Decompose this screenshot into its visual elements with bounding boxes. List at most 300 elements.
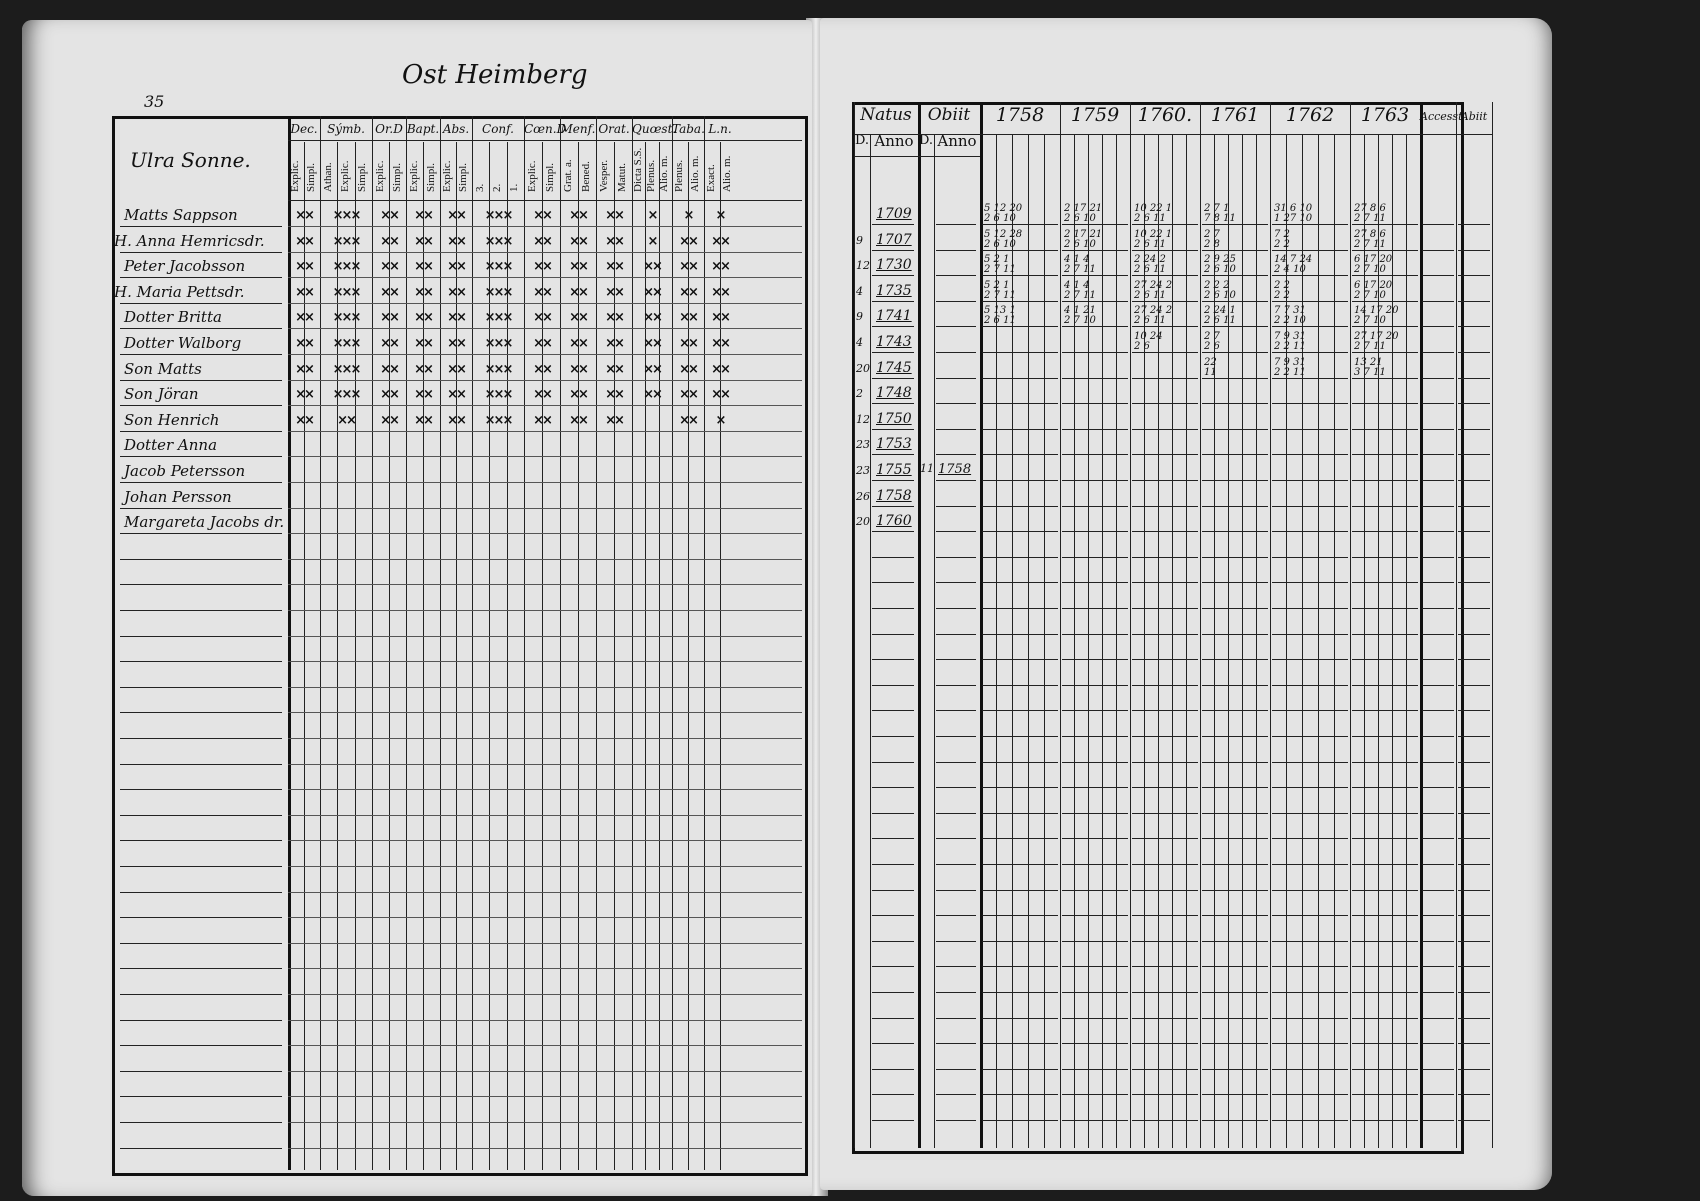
row-rule-line bbox=[1062, 224, 1128, 225]
row-rule-line bbox=[1352, 966, 1418, 967]
row-rule-line bbox=[1458, 992, 1490, 993]
row-rule-line bbox=[1062, 1120, 1128, 1121]
obiit-d-header: D. bbox=[918, 133, 934, 148]
row-rule-line bbox=[288, 661, 802, 662]
row-rule-line bbox=[1132, 864, 1198, 865]
row-rule-line bbox=[1458, 634, 1490, 635]
row-rule-line bbox=[1352, 403, 1418, 404]
column-header-1: Sýmb. bbox=[327, 122, 365, 136]
row-rule-line bbox=[288, 994, 802, 995]
row-rule-line bbox=[872, 352, 914, 353]
exam-date-entry: 2 7 2 6 bbox=[1204, 331, 1220, 352]
row-rule-line bbox=[1202, 1043, 1268, 1044]
exam-date-entry: 31 6 10 1 27 10 bbox=[1274, 203, 1313, 224]
column-subheader: Explic. bbox=[289, 160, 301, 192]
row-rule-line bbox=[1272, 301, 1348, 302]
row-rule-line bbox=[1352, 1018, 1418, 1019]
column-subheader: Explic. bbox=[373, 160, 386, 192]
row-rule-line bbox=[936, 992, 976, 993]
row-rule-line bbox=[982, 454, 1058, 455]
row-rule-line bbox=[1352, 506, 1418, 507]
row-rule-line bbox=[1352, 634, 1418, 635]
catechism-mark: ×× bbox=[569, 233, 587, 249]
row-rule-line bbox=[1202, 531, 1268, 532]
row-rule-line bbox=[288, 1148, 802, 1149]
catechism-mark: ×× bbox=[605, 387, 623, 403]
catechism-mark: × bbox=[715, 208, 725, 223]
row-rule-line bbox=[1422, 326, 1454, 327]
row-rule-line bbox=[1132, 992, 1198, 993]
row-rule-line bbox=[1422, 557, 1454, 558]
column-subheader: 3. bbox=[473, 183, 486, 192]
row-rule-line bbox=[982, 224, 1058, 225]
row-rule-line bbox=[1422, 301, 1454, 302]
row-rule-line bbox=[1422, 1069, 1454, 1070]
row-rule-line bbox=[1062, 531, 1128, 532]
catechism-mark: ×× bbox=[295, 284, 313, 300]
row-rule-line bbox=[872, 301, 914, 302]
row-rule-line bbox=[1132, 429, 1198, 430]
row-rule-line bbox=[1352, 557, 1418, 558]
column-subheader: 1. bbox=[508, 183, 521, 192]
row-rule-line bbox=[1458, 864, 1490, 865]
catechism-mark: ×× bbox=[643, 310, 661, 326]
exam-date-entry: 7 9 31 2 2 11 bbox=[1274, 356, 1306, 378]
row-rule-line bbox=[872, 480, 914, 481]
row-rule-line bbox=[982, 582, 1058, 583]
obiit-anno-header: Anno bbox=[937, 132, 977, 150]
catechism-mark: ×× bbox=[605, 284, 623, 300]
row-rule-line bbox=[1062, 275, 1128, 276]
row-rule-line bbox=[936, 352, 976, 353]
row-rule-line bbox=[1422, 966, 1454, 967]
row-rule-line bbox=[872, 582, 914, 583]
row-rule-line bbox=[1352, 352, 1418, 353]
catechism-mark: ××× bbox=[484, 336, 512, 351]
catechism-mark: ×× bbox=[569, 284, 587, 300]
row-rule-line bbox=[1272, 1018, 1348, 1019]
catechism-mark: ×× bbox=[643, 361, 661, 377]
catechism-mark: ×× bbox=[295, 310, 313, 326]
row-rule-line bbox=[982, 250, 1058, 251]
row-rule-line bbox=[1458, 403, 1490, 404]
row-rule-line bbox=[1422, 890, 1454, 891]
column-divider bbox=[1130, 102, 1131, 1148]
accessit-header: Accesst bbox=[1420, 110, 1463, 123]
catechism-mark: ×× bbox=[447, 361, 465, 377]
column-subheader: Plenus. bbox=[673, 159, 685, 192]
resident-name: Peter Jacobsson bbox=[124, 257, 246, 276]
column-subheader: Explic. bbox=[441, 160, 453, 192]
name-column-header: Ulra Sonne. bbox=[130, 148, 251, 172]
exam-date-entry: 4 1 4 2 7 11 bbox=[1064, 279, 1096, 301]
catechism-mark: ×× bbox=[605, 336, 623, 351]
row-rule-line bbox=[1272, 762, 1348, 763]
row-rule-line bbox=[872, 1043, 914, 1044]
natus-d-header: D. bbox=[854, 133, 870, 148]
name-rule-line bbox=[120, 866, 282, 867]
row-rule-line bbox=[936, 1094, 976, 1095]
catechism-mark: ×× bbox=[447, 208, 465, 223]
natus-day: 4 bbox=[856, 284, 863, 298]
column-subheader: Grat. a. bbox=[562, 159, 574, 192]
row-rule-line bbox=[1132, 710, 1198, 711]
row-rule-line bbox=[982, 762, 1058, 763]
name-rule-line bbox=[120, 1020, 282, 1021]
name-rule-line bbox=[120, 738, 282, 739]
catechism-mark: ×× bbox=[711, 259, 729, 275]
row-rule-line bbox=[1458, 762, 1490, 763]
name-rule-line bbox=[120, 687, 282, 688]
catechism-mark: ×× bbox=[414, 208, 432, 223]
natus-day: 4 bbox=[856, 336, 863, 349]
year-1763-header: 1763 bbox=[1360, 104, 1410, 126]
row-rule-line bbox=[1458, 966, 1490, 967]
row-rule-line bbox=[1272, 864, 1348, 865]
row-rule-line bbox=[1352, 582, 1418, 583]
row-rule-line bbox=[1422, 582, 1454, 583]
catechism-mark: ×× bbox=[295, 259, 313, 275]
row-rule-line bbox=[1352, 378, 1418, 379]
row-rule-line bbox=[872, 736, 914, 737]
catechism-mark: ××× bbox=[484, 259, 512, 275]
row-rule-line bbox=[1352, 736, 1418, 737]
row-rule-line bbox=[1202, 710, 1268, 711]
left-page bbox=[22, 20, 812, 1196]
row-rule-line bbox=[872, 608, 914, 609]
exam-date-entry: 5 12 20 2 6 10 bbox=[984, 203, 1023, 224]
row-rule-line bbox=[1272, 454, 1348, 455]
row-rule-line bbox=[936, 608, 976, 609]
column-subheader: Matut. bbox=[616, 162, 628, 192]
row-rule-line bbox=[982, 608, 1058, 609]
column-header-3: Bapt. bbox=[406, 122, 440, 136]
row-rule-line bbox=[288, 1020, 802, 1021]
row-rule-line bbox=[1132, 941, 1198, 942]
row-rule-line bbox=[1272, 813, 1348, 814]
exam-date-entry: 2 9 25 2 6 10 bbox=[1204, 254, 1236, 276]
row-rule-line bbox=[1132, 352, 1198, 353]
row-rule-line bbox=[936, 326, 976, 327]
natus-year: 1745 bbox=[876, 359, 912, 376]
exam-date-entry: 6 17 20 2 7 10 bbox=[1354, 279, 1393, 301]
catechism-mark: ×× bbox=[533, 412, 551, 428]
obiit-header: Obiit bbox=[927, 105, 971, 125]
row-rule-line bbox=[1458, 506, 1490, 507]
row-rule-line bbox=[1202, 557, 1268, 558]
row-rule-line bbox=[1202, 506, 1268, 507]
row-rule-line bbox=[1132, 890, 1198, 891]
exam-date-entry: 5 12 28 2 6 10 bbox=[984, 228, 1023, 250]
row-rule-line bbox=[1352, 531, 1418, 532]
row-rule-line bbox=[1062, 557, 1128, 558]
catechism-mark: ×× bbox=[414, 233, 432, 249]
name-rule-line bbox=[120, 1045, 282, 1046]
row-rule-line bbox=[1352, 685, 1418, 686]
row-rule-line bbox=[936, 1018, 976, 1019]
row-rule-line bbox=[1422, 659, 1454, 660]
exam-date-entry: 2 17 21 2 6 10 bbox=[1064, 228, 1103, 250]
row-rule-line bbox=[1202, 403, 1268, 404]
catechism-mark: ×× bbox=[533, 208, 551, 223]
row-rule-line bbox=[982, 557, 1058, 558]
row-rule-line bbox=[1458, 250, 1490, 251]
column-subheader: Plenus. bbox=[645, 159, 657, 192]
catechism-mark: ×× bbox=[711, 387, 729, 403]
row-rule-line bbox=[1202, 915, 1268, 916]
resident-name: Son Matts bbox=[124, 359, 202, 378]
column-header-2: Or.D bbox=[375, 122, 403, 136]
catechism-mark: ×× bbox=[337, 412, 355, 428]
row-rule-line bbox=[288, 328, 802, 329]
column-divider bbox=[934, 134, 935, 1148]
row-rule-line bbox=[1062, 1043, 1128, 1044]
row-rule-line bbox=[1458, 941, 1490, 942]
catechism-mark: ×× bbox=[533, 284, 551, 300]
name-rule-line bbox=[120, 917, 282, 918]
row-rule-line bbox=[288, 738, 802, 739]
catechism-mark: ×× bbox=[569, 259, 587, 275]
row-rule-line bbox=[1422, 480, 1454, 481]
row-rule-line bbox=[288, 303, 802, 304]
row-rule-line bbox=[1458, 813, 1490, 814]
catechism-mark: ×× bbox=[447, 336, 465, 351]
name-rule-line bbox=[120, 508, 282, 509]
catechism-mark: ×× bbox=[380, 412, 398, 428]
row-rule-line bbox=[1272, 915, 1348, 916]
row-rule-line bbox=[1422, 941, 1454, 942]
row-rule-line bbox=[288, 533, 802, 534]
row-rule-line bbox=[1272, 710, 1348, 711]
row-rule-line bbox=[872, 992, 914, 993]
year-1761-header: 1761 bbox=[1210, 104, 1260, 126]
row-rule-line bbox=[1062, 608, 1128, 609]
exam-date-entry: 7 9 31 2 2 11 bbox=[1274, 331, 1306, 352]
column-header-6: Cœn.D bbox=[524, 122, 567, 136]
column-header-7: Menf. bbox=[560, 122, 596, 136]
catechism-mark: ×× bbox=[679, 412, 697, 428]
column-subheader: Alio. m. bbox=[658, 155, 671, 192]
row-rule-line bbox=[936, 634, 976, 635]
abiit-header: Abiit bbox=[1460, 110, 1488, 123]
row-rule-line bbox=[1422, 1094, 1454, 1095]
row-rule-line bbox=[1458, 710, 1490, 711]
row-rule-line bbox=[1202, 1018, 1268, 1019]
column-subheader: Simpl. bbox=[390, 162, 403, 192]
row-rule-line bbox=[1458, 224, 1490, 225]
row-rule-line bbox=[288, 1045, 802, 1046]
row-rule-line bbox=[1202, 992, 1268, 993]
catechism-mark: ×× bbox=[380, 259, 398, 275]
row-rule-line bbox=[288, 943, 802, 944]
catechism-mark: ×× bbox=[380, 336, 398, 351]
row-rule-line bbox=[1132, 403, 1198, 404]
catechism-mark: ×× bbox=[447, 259, 465, 275]
catechism-mark: ×× bbox=[295, 336, 313, 351]
row-rule-line bbox=[1062, 634, 1128, 635]
row-rule-line bbox=[1132, 224, 1198, 225]
column-subheader: Explic. bbox=[339, 160, 351, 192]
natus-year: 1755 bbox=[876, 462, 912, 478]
row-rule-line bbox=[1352, 1120, 1418, 1121]
row-rule-line bbox=[1458, 838, 1490, 839]
row-rule-line bbox=[1202, 608, 1268, 609]
name-rule-line bbox=[120, 1122, 282, 1123]
row-rule-line bbox=[936, 659, 976, 660]
row-rule-line bbox=[982, 1120, 1058, 1121]
column-subheader: Dicta S.S. bbox=[631, 147, 644, 192]
resident-name: Dotter Anna bbox=[124, 436, 218, 455]
row-rule-line bbox=[288, 815, 802, 816]
row-rule-line bbox=[1458, 301, 1490, 302]
row-rule-line bbox=[936, 915, 976, 916]
row-rule-line bbox=[982, 326, 1058, 327]
catechism-mark: ×× bbox=[533, 387, 551, 403]
name-rule-line bbox=[120, 968, 282, 969]
row-rule-line bbox=[936, 429, 976, 430]
column-subheader: Alio. m. bbox=[721, 155, 733, 192]
row-rule-line bbox=[1352, 429, 1418, 430]
row-rule-line bbox=[288, 482, 802, 483]
name-rule-line bbox=[120, 226, 282, 227]
row-rule-line bbox=[1132, 1018, 1198, 1019]
catechism-mark: ×× bbox=[380, 284, 398, 300]
row-rule-line bbox=[936, 557, 976, 558]
row-rule-line bbox=[288, 508, 802, 509]
catechism-mark: ×× bbox=[605, 208, 623, 223]
row-rule-line bbox=[1272, 480, 1348, 481]
row-rule-line bbox=[1422, 1120, 1454, 1121]
row-rule-line bbox=[936, 582, 976, 583]
exam-date-entry: 2 7 2 8 bbox=[1204, 228, 1220, 250]
row-rule-line bbox=[1202, 1069, 1268, 1070]
page-number: 35 bbox=[144, 92, 165, 111]
catechism-mark: ×× bbox=[605, 412, 623, 428]
row-rule-line bbox=[1352, 710, 1418, 711]
column-header-4: Abs. bbox=[442, 122, 470, 136]
row-rule-line bbox=[1062, 352, 1128, 353]
exam-date-entry: 6 17 20 2 7 10 bbox=[1354, 254, 1393, 276]
column-subheader: Exact. bbox=[705, 164, 717, 192]
row-rule-line bbox=[1272, 1069, 1348, 1070]
catechism-mark: ×× bbox=[295, 208, 313, 223]
row-rule-line bbox=[1062, 1018, 1128, 1019]
row-rule-line bbox=[1458, 531, 1490, 532]
row-rule-line bbox=[1132, 582, 1198, 583]
row-rule-line bbox=[1132, 506, 1198, 507]
row-rule-line bbox=[1458, 685, 1490, 686]
catechism-mark: × bbox=[683, 208, 693, 223]
row-rule-line bbox=[288, 840, 802, 841]
row-rule-line bbox=[288, 354, 802, 355]
row-rule-line bbox=[936, 301, 976, 302]
row-rule-line bbox=[872, 787, 914, 788]
row-rule-line bbox=[982, 275, 1058, 276]
row-rule-line bbox=[982, 685, 1058, 686]
catechism-mark: ×× bbox=[569, 208, 587, 223]
row-rule-line bbox=[1132, 736, 1198, 737]
column-divider bbox=[1060, 102, 1061, 1148]
catechism-mark: ×× bbox=[569, 361, 587, 377]
row-rule-line bbox=[1272, 429, 1348, 430]
name-rule-line bbox=[120, 764, 282, 765]
exam-date-entry: 27 24 2 2 6 11 bbox=[1134, 305, 1173, 327]
header-divider bbox=[288, 140, 802, 141]
row-rule-line bbox=[1272, 506, 1348, 507]
row-rule-line bbox=[1062, 403, 1128, 404]
column-subheader: Explic. bbox=[407, 160, 420, 192]
row-rule-line bbox=[1272, 838, 1348, 839]
column-subheader: Alio. m. bbox=[689, 155, 701, 192]
exam-date-entry: 2 2 2 2 bbox=[1274, 279, 1290, 301]
catechism-mark: ××× bbox=[484, 387, 512, 403]
row-rule-line bbox=[872, 864, 914, 865]
row-rule-line bbox=[1458, 608, 1490, 609]
row-rule-line bbox=[1132, 762, 1198, 763]
column-header-8: Orat. bbox=[598, 122, 630, 136]
row-rule-line bbox=[872, 506, 914, 507]
row-rule-line bbox=[982, 634, 1058, 635]
row-rule-line bbox=[982, 1018, 1058, 1019]
name-rule-line bbox=[120, 277, 282, 278]
row-rule-line bbox=[1422, 762, 1454, 763]
natus-year: 1709 bbox=[876, 206, 912, 222]
catechism-mark: ×× bbox=[380, 361, 398, 377]
catechism-mark: ×× bbox=[295, 412, 313, 428]
row-rule-line bbox=[872, 1094, 914, 1095]
row-rule-line bbox=[1202, 659, 1268, 660]
row-rule-line bbox=[1422, 736, 1454, 737]
row-rule-line bbox=[1458, 1043, 1490, 1044]
name-rule-line bbox=[120, 789, 282, 790]
row-rule-line bbox=[1062, 685, 1128, 686]
row-rule-line bbox=[1132, 1094, 1198, 1095]
row-rule-line bbox=[1352, 813, 1418, 814]
row-rule-line bbox=[936, 813, 976, 814]
column-divider bbox=[1200, 102, 1201, 1148]
natus-day: 12 bbox=[856, 259, 870, 273]
row-rule-line bbox=[1062, 301, 1128, 302]
row-rule-line bbox=[288, 789, 802, 790]
row-rule-line bbox=[1062, 838, 1128, 839]
row-rule-line bbox=[872, 531, 914, 532]
row-rule-line bbox=[982, 429, 1058, 430]
row-rule-line bbox=[936, 403, 976, 404]
row-rule-line bbox=[288, 584, 802, 585]
name-rule-line bbox=[120, 1071, 282, 1072]
row-rule-line bbox=[1352, 1094, 1418, 1095]
catechism-mark: ××× bbox=[332, 259, 360, 275]
row-rule-line bbox=[1272, 531, 1348, 532]
catechism-mark: ×× bbox=[533, 310, 551, 326]
row-rule-line bbox=[1202, 966, 1268, 967]
row-rule-line bbox=[982, 890, 1058, 891]
natus-day: 2 bbox=[856, 387, 863, 401]
column-subheader: Simpl. bbox=[356, 162, 369, 192]
row-rule-line bbox=[1352, 480, 1418, 481]
row-rule-line bbox=[1062, 787, 1128, 788]
header-bottom-line bbox=[288, 200, 802, 201]
row-rule-line bbox=[872, 454, 914, 455]
row-rule-line bbox=[1202, 429, 1268, 430]
catechism-mark: ××× bbox=[332, 310, 360, 326]
row-rule-line bbox=[288, 456, 802, 457]
row-rule-line bbox=[1062, 941, 1128, 942]
row-rule-line bbox=[872, 403, 914, 404]
exam-date-entry: 7 2 2 2 bbox=[1274, 228, 1290, 250]
row-rule-line bbox=[1202, 634, 1268, 635]
catechism-mark: ×× bbox=[533, 336, 551, 351]
